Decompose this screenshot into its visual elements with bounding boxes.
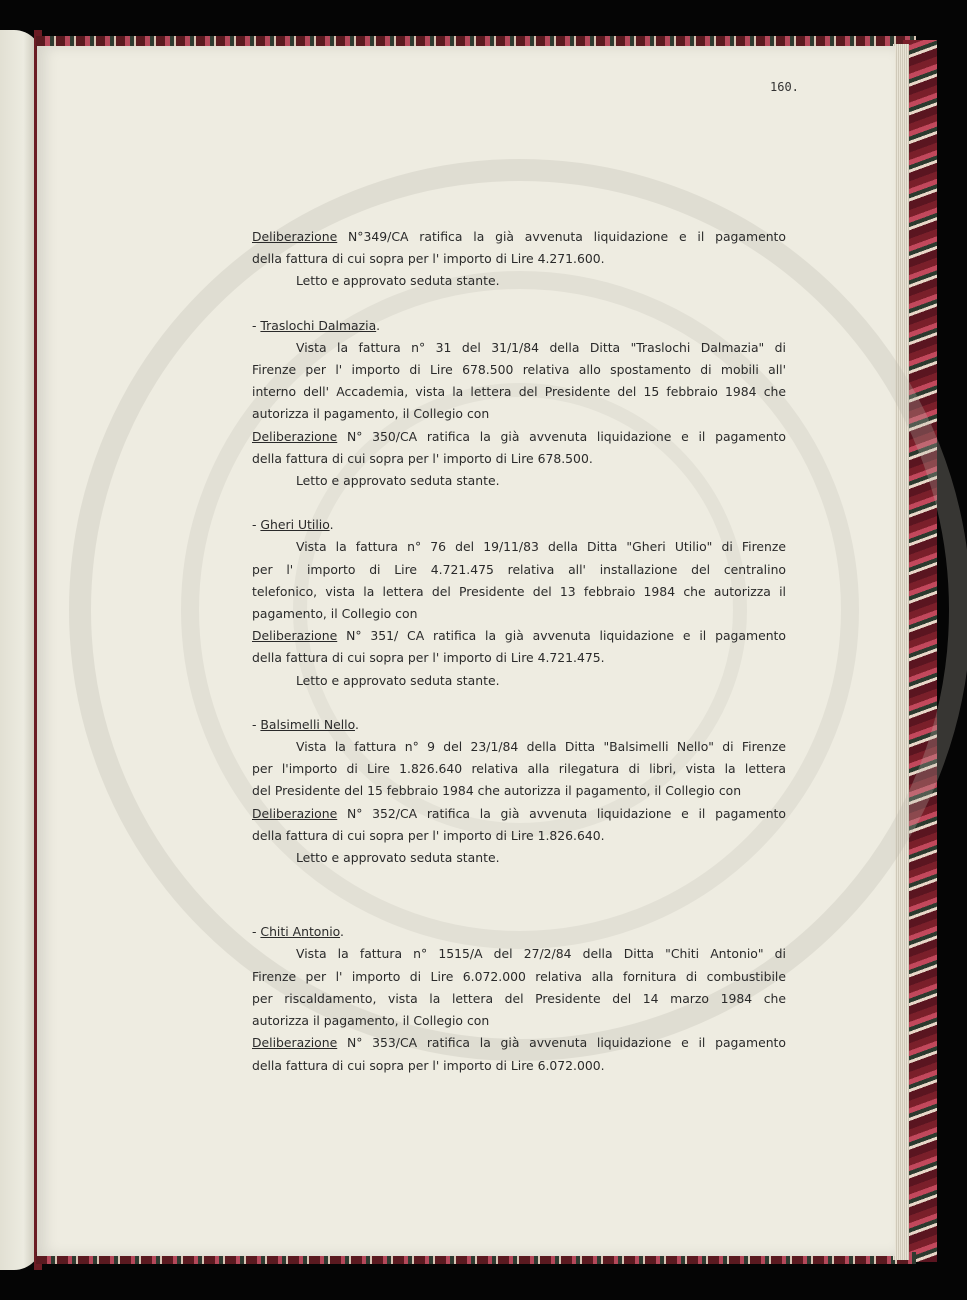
text-line: autorizza il pagamento, il Collegio con bbox=[252, 1013, 490, 1029]
page-number: 160. bbox=[770, 80, 799, 94]
text-line: autorizza il pagamento, il Collegio con bbox=[252, 406, 490, 422]
text-line: Vista la fattura n° 31 del 31/1/84 della Ditta "Traslochi Dalmazia" di bbox=[296, 339, 786, 355]
approval-line: Letto e approvato seduta stante. bbox=[296, 273, 500, 289]
deliberation-keyword: Deliberazione bbox=[252, 805, 338, 821]
text-line: Vista la fattura n° 1515/A del 27/2/84 della Ditta "Chiti Antonio" di bbox=[296, 946, 786, 962]
vendor-name: Traslochi Dalmazia bbox=[260, 317, 377, 333]
deliberation-keyword: Deliberazione bbox=[252, 428, 338, 444]
text-line: interno dell' Accademia, vista la lettera del Presidente del 15 febbraio 1984 che bbox=[252, 384, 786, 400]
vendor-name: Gheri Utilio bbox=[260, 517, 330, 533]
text-line: telefonico, vista la lettera del Presidente del 13 febbraio 1984 che autorizza il bbox=[252, 583, 786, 599]
section-heading: - Chiti Antonio. bbox=[252, 924, 344, 940]
vendor-name: Chiti Antonio bbox=[260, 924, 341, 940]
text-line: Firenze per l' importo di Lire 6.072.000 relativa alla fornitura di combustibile bbox=[252, 968, 786, 984]
deliberation-line: Deliberazione N° 351/ CA ratifica la già avvenuta liquidazione e il pagamento bbox=[252, 628, 786, 644]
minutes-text bbox=[252, 226, 786, 1077]
approval-line: Letto e approvato seduta stante. bbox=[296, 850, 500, 866]
text-line: Vista la fattura n° 9 del 23/1/84 della Ditta "Balsimelli Nello" di Firenze bbox=[296, 739, 786, 755]
text-line: della fattura di cui sopra per l' importo di Lire 678.500. bbox=[252, 450, 593, 466]
section-heading: - Traslochi Dalmazia. bbox=[252, 317, 381, 333]
text-line: per l' importo di Lire 4.721.475 relativa all' installazione del centralino bbox=[252, 561, 786, 577]
approval-line: Letto e approvato seduta stante. bbox=[296, 473, 500, 489]
vendor-name: Balsimelli Nello bbox=[260, 716, 355, 732]
approval-line: Letto e approvato seduta stante. bbox=[296, 672, 500, 688]
deliberation-line: Deliberazione N° 352/CA ratifica la già avvenuta liquidazione e il pagamento bbox=[252, 805, 786, 821]
deliberation-line: Deliberazione N°349/CA ratifica la già avvenuta liquidazione e il pagamento bbox=[252, 229, 786, 244]
text-line: per l'importo di Lire 1.826.640 relativa alla rilegatura di libri, vista la lettera bbox=[252, 761, 786, 777]
section-heading: - Balsimelli Nello. bbox=[252, 716, 359, 732]
deliberation-keyword: Deliberazione bbox=[252, 628, 338, 644]
section-heading: - Gheri Utilio. bbox=[252, 517, 334, 533]
text-line: del Presidente del 15 febbraio 1984 che autorizza il pagamento, il Collegio con bbox=[252, 783, 742, 799]
text-line: della fattura di cui sopra per l' importo di Lire 1.826.640. bbox=[252, 827, 605, 843]
text-line: pagamento, il Collegio con bbox=[252, 606, 418, 622]
text-line: della fattura di cui sopra per l' importo di Lire 6.072.000. bbox=[252, 1057, 605, 1073]
deliberation-keyword: Deliberazione bbox=[252, 1035, 338, 1051]
text-line: per riscaldamento, vista la lettera del Presidente del 14 marzo 1984 che bbox=[252, 990, 786, 1006]
page-stack bbox=[893, 44, 909, 1260]
deliberation-line: Deliberazione N° 350/CA ratifica la già avvenuta liquidazione e il pagamento bbox=[252, 428, 786, 444]
deliberation-line: Deliberazione N° 353/CA ratifica la già avvenuta liquidazione e il pagamento bbox=[252, 1035, 786, 1051]
text-line: Firenze per l' importo di Lire 678.500 relativa allo spostamento di mobili all' bbox=[252, 362, 786, 378]
text-line: Vista la fattura n° 76 del 19/11/83 della Ditta "Gheri Utilio" di Firenze bbox=[296, 539, 786, 555]
text-line: della fattura di cui sopra per l' importo di Lire 4.271.600. bbox=[252, 251, 605, 267]
text-line: della fattura di cui sopra per l' importo di Lire 4.721.475. bbox=[252, 650, 605, 666]
deliberation-keyword: Deliberazione bbox=[252, 229, 338, 244]
